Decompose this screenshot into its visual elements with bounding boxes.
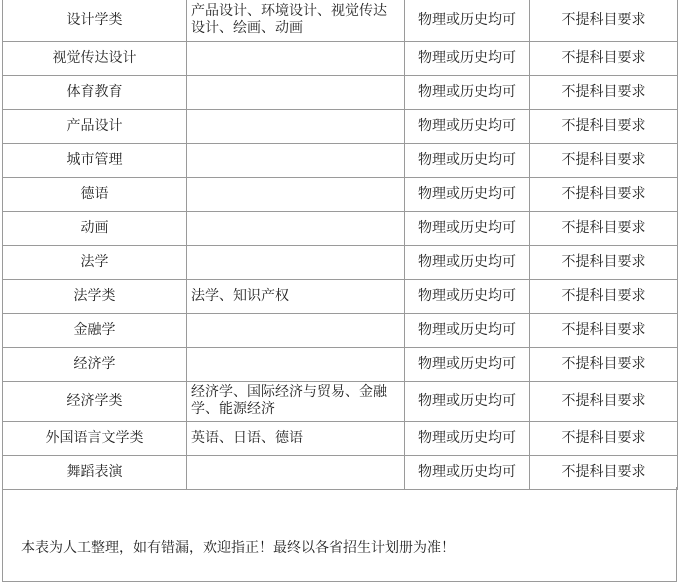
- table-row: [3, 75, 678, 109]
- footer-box: [2, 487, 677, 582]
- scope-cell: [187, 177, 405, 211]
- scope-cell: [187, 41, 405, 75]
- first-subject-cell: 物理或历史均可: [405, 75, 530, 109]
- scope-cell: [187, 109, 405, 143]
- first-subject-cell: 物理或历史均可: [405, 211, 530, 245]
- major-cell: 舞蹈表演: [3, 455, 187, 489]
- table-row: [3, 211, 678, 245]
- second-subject-cell: 不提科目要求: [530, 347, 678, 381]
- major-cell: 德语: [3, 177, 187, 211]
- major-cell: 法学: [3, 245, 187, 279]
- major-cell: 金融学: [3, 313, 187, 347]
- first-subject-cell: 物理或历史均可: [405, 381, 530, 421]
- second-subject-cell: 不提科目要求: [530, 421, 678, 455]
- scope-cell: 法学、知识产权: [187, 279, 405, 313]
- scope-cell: [187, 143, 405, 177]
- footer-note: 本表为人工整理，如有错漏，欢迎指正！最终以各省招生计划册为准！: [21, 540, 455, 556]
- scope-cell: [187, 455, 405, 489]
- first-subject-cell: 物理或历史均可: [405, 421, 530, 455]
- major-cell: 经济学: [3, 347, 187, 381]
- scope-cell: [187, 75, 405, 109]
- table-row: [3, 455, 678, 489]
- second-subject-cell: 不提科目要求: [530, 0, 678, 41]
- scope-cell: 经济学、国际经济与贸易、金融学、能源经济: [187, 381, 405, 421]
- major-cell: 视觉传达设计: [3, 41, 187, 75]
- first-subject-cell: 物理或历史均可: [405, 455, 530, 489]
- table-row: [3, 313, 678, 347]
- major-cell: 城市管理: [3, 143, 187, 177]
- second-subject-cell: 不提科目要求: [530, 143, 678, 177]
- table-row: [3, 245, 678, 279]
- first-subject-cell: 物理或历史均可: [405, 313, 530, 347]
- major-cell: 动画: [3, 211, 187, 245]
- first-subject-cell: 物理或历史均可: [405, 245, 530, 279]
- scope-cell: 产品设计、环境设计、视觉传达设计、绘画、动画: [187, 0, 405, 41]
- table-row: [3, 143, 678, 177]
- first-subject-cell: 物理或历史均可: [405, 0, 530, 41]
- table-row: [3, 279, 678, 313]
- second-subject-cell: 不提科目要求: [530, 455, 678, 489]
- second-subject-cell: 不提科目要求: [530, 75, 678, 109]
- table-row: [3, 0, 678, 41]
- subject-requirements-table: [2, 0, 678, 490]
- table-row: [3, 177, 678, 211]
- second-subject-cell: 不提科目要求: [530, 109, 678, 143]
- second-subject-cell: 不提科目要求: [530, 41, 678, 75]
- major-cell: 法学类: [3, 279, 187, 313]
- table-row: [3, 41, 678, 75]
- second-subject-cell: 不提科目要求: [530, 381, 678, 421]
- major-cell: 经济学类: [3, 381, 187, 421]
- table-row: [3, 347, 678, 381]
- scope-cell: [187, 245, 405, 279]
- first-subject-cell: 物理或历史均可: [405, 347, 530, 381]
- second-subject-cell: 不提科目要求: [530, 177, 678, 211]
- major-cell: 体育教育: [3, 75, 187, 109]
- scope-cell: [187, 313, 405, 347]
- table-row: [3, 109, 678, 143]
- second-subject-cell: 不提科目要求: [530, 279, 678, 313]
- first-subject-cell: 物理或历史均可: [405, 177, 530, 211]
- major-cell: 产品设计: [3, 109, 187, 143]
- scope-cell: [187, 211, 405, 245]
- first-subject-cell: 物理或历史均可: [405, 41, 530, 75]
- table-body: [3, 0, 678, 489]
- first-subject-cell: 物理或历史均可: [405, 109, 530, 143]
- major-cell: 外国语言文学类: [3, 421, 187, 455]
- scope-cell: [187, 347, 405, 381]
- first-subject-cell: 物理或历史均可: [405, 143, 530, 177]
- first-subject-cell: 物理或历史均可: [405, 279, 530, 313]
- second-subject-cell: 不提科目要求: [530, 245, 678, 279]
- table-row: [3, 381, 678, 421]
- major-cell: 设计学类: [3, 0, 187, 41]
- table-row: [3, 421, 678, 455]
- second-subject-cell: 不提科目要求: [530, 211, 678, 245]
- second-subject-cell: 不提科目要求: [530, 313, 678, 347]
- scope-cell: 英语、日语、德语: [187, 421, 405, 455]
